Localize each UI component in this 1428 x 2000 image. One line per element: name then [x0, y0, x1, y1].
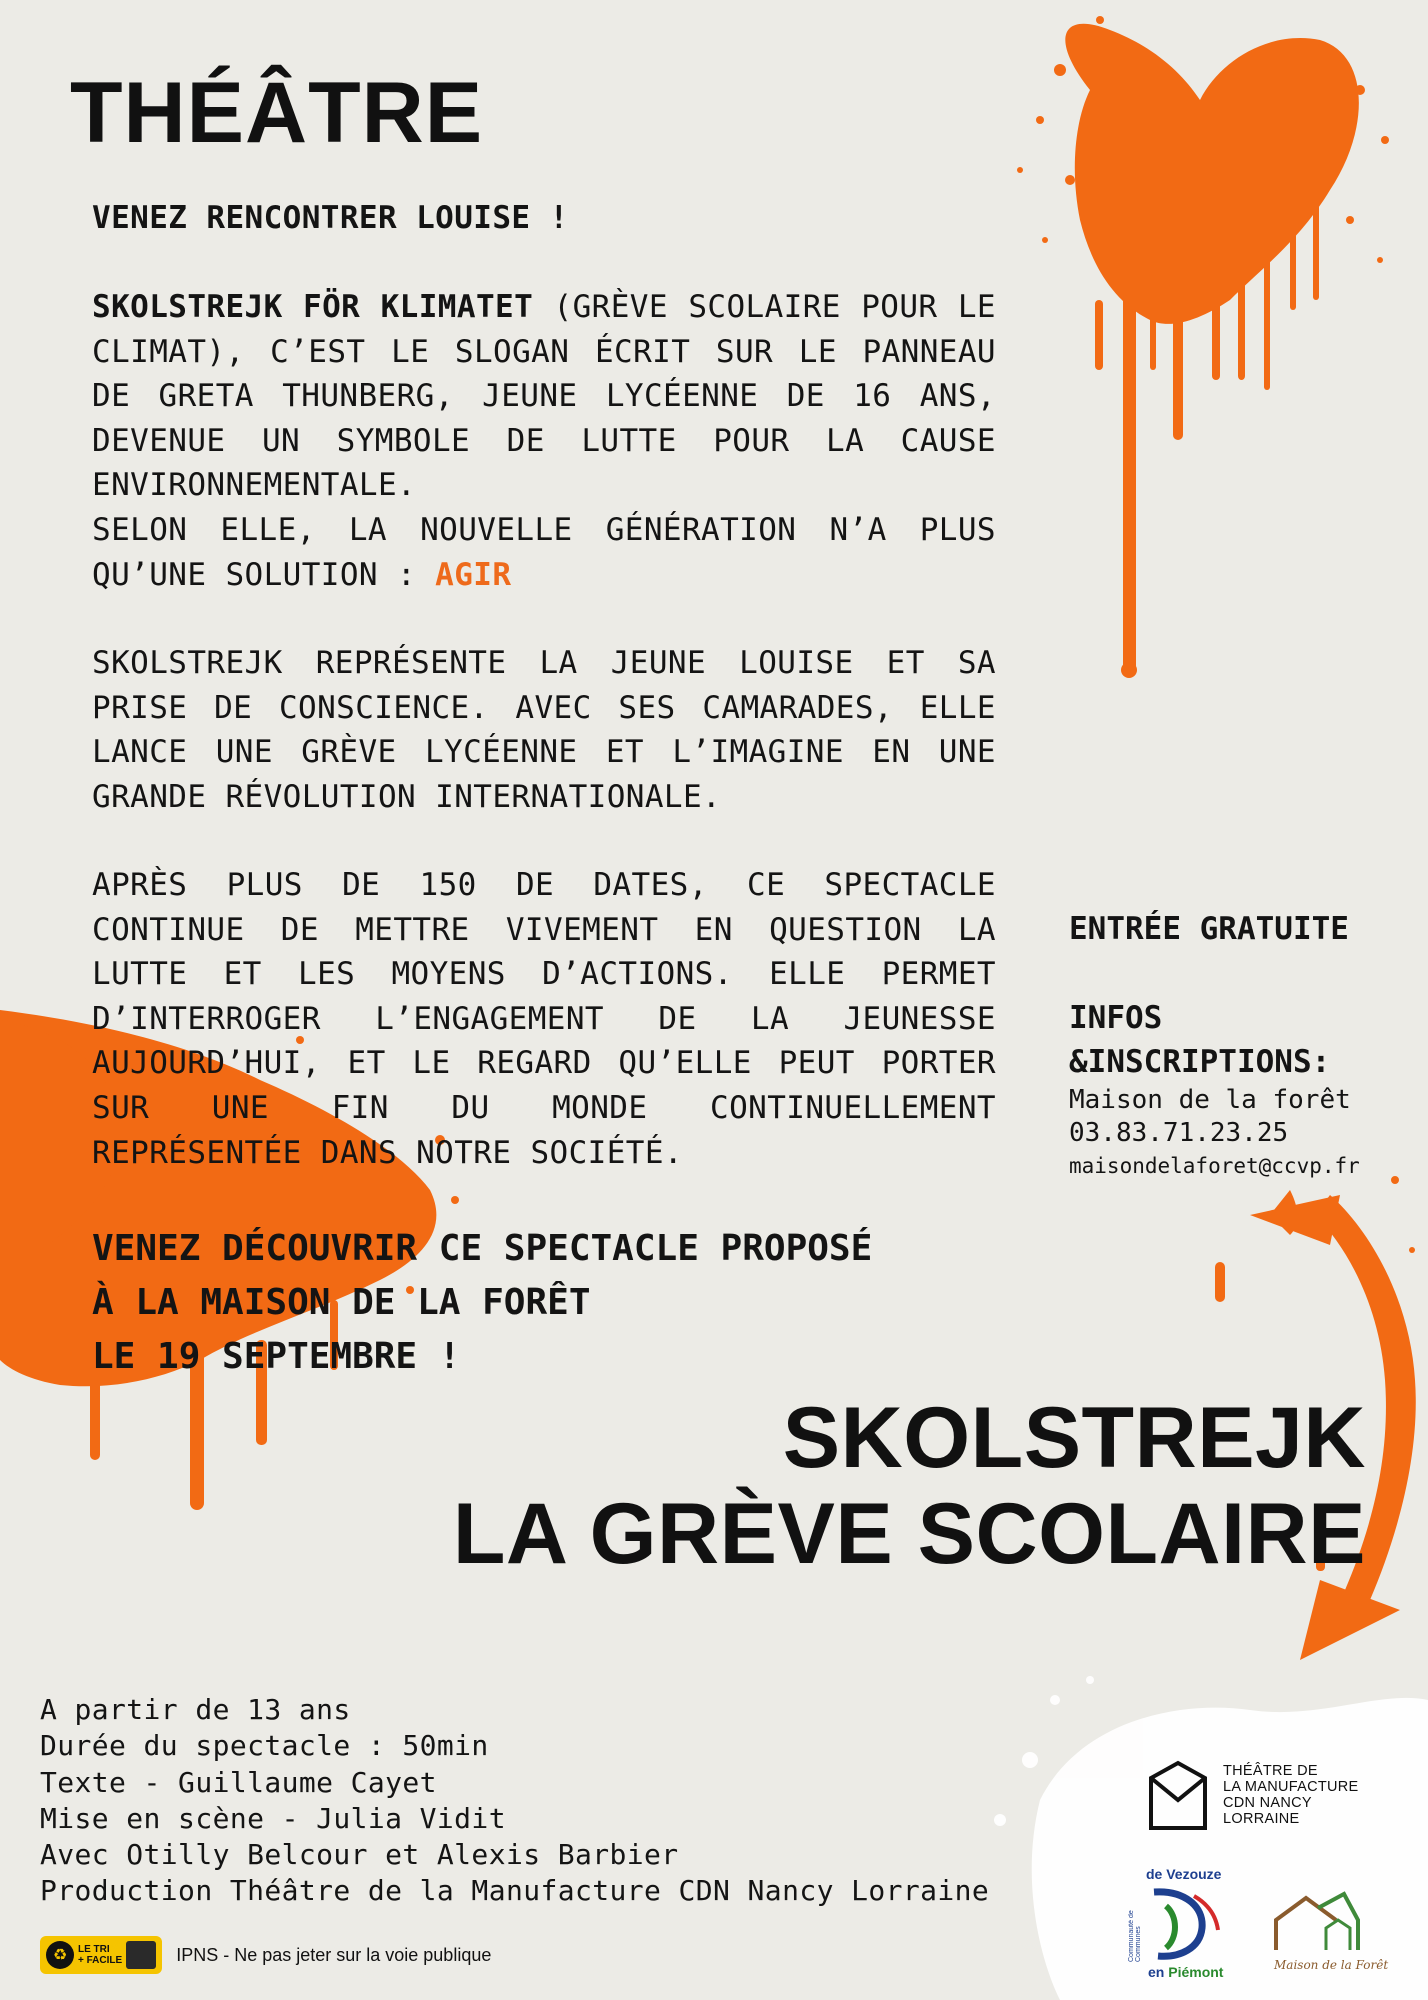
entry-info [1069, 907, 1414, 951]
maison-foret-house-icon [1266, 1890, 1366, 1956]
credit-line: Mise en scène - Julia Vidit [40, 1801, 506, 1835]
paragraph-3 [92, 863, 996, 1175]
paragraph-3-text: APRÈS PLUS DE 150 DE DATES, CE SPECTACLE CONTINUE DE METTRE VIVEMENT EN QUESTION LA LUTTE ET LES MOYENS D’ACTIONS. ELLE PERMET D’INTERROGER L’ENGAGEMENT DE LA JEUNESSE AUJOURD’HUI, ET LE REGARD QU’ELLE PEUT PORTER SUR UNE FIN DU MONDE CONTINUELLEMENT REPRÉSENTÉE DANS NOTRE SOCIÉTÉ. [92, 867, 996, 1171]
credit-line: Texte - Guillaume Cayet [40, 1765, 437, 1799]
maison-foret-logo [1266, 1890, 1389, 1980]
spray-heart-graffiti-icon [1017, 16, 1389, 678]
contact-place: Maison de la forêt [1069, 1085, 1351, 1115]
accent-word: AGIR [435, 556, 512, 593]
vezouze-bottom-word: Piémont [1168, 1964, 1224, 1980]
intro-text: VENEZ RENCONTRER LOUISE ! [92, 200, 569, 236]
contact-phone: 03.83.71.23.25 [1069, 1118, 1289, 1148]
manufacture-line: LORRAINE [1223, 1811, 1300, 1827]
contact-info [1069, 996, 1414, 1183]
cta-line: VENEZ DÉCOUVRIR CE SPECTACLE PROPOSÉ [92, 1228, 873, 1269]
show-title-line-1: SKOLSTREJK [782, 1390, 1366, 1486]
inscriptions-heading: &INSCRIPTIONS: [1069, 1044, 1331, 1080]
manufacture-logo-text [1223, 1763, 1359, 1827]
vezouze-bottom-text [1148, 1964, 1223, 1980]
footer-bar [40, 1930, 491, 1980]
recycle-info-icon: ♻ [46, 1941, 74, 1969]
vezouze-logo [1128, 1866, 1238, 1986]
vezouze-emblem-icon [1144, 1886, 1224, 1962]
paragraph-2 [92, 641, 996, 819]
credit-line: Production Théâtre de la Manufacture CDN Nancy Lorraine [40, 1874, 990, 1908]
manufacture-house-icon [1147, 1760, 1209, 1830]
vezouze-side-text: Communauté de Communes [1128, 1910, 1142, 1962]
paragraph-2-text: SKOLSTREJK REPRÉSENTE LA JEUNE LOUISE ET SA PRISE DE CONSCIENCE. AVEC SES CAMARADES, ELLE LANCE UNE GRÈVE LYCÉENNE ET L’IMAGINE EN UNE GRANDE RÉVOLUTION INTERNATIONALE. [92, 645, 996, 815]
paragraph-1 [92, 285, 996, 597]
show-title-line-2: LA GRÈVE SCOLAIRE [452, 1486, 1366, 1582]
recycle-line-1: LE TRI [78, 1944, 110, 1955]
ipns-notice: IPNS - Ne pas jeter sur la voie publique [176, 1944, 492, 1965]
paragraph-1-line2: SELON ELLE, LA NOUVELLE GÉNÉRATION N’A PLUS QU’UNE SOLUTION : [92, 511, 996, 593]
entry-free-label: ENTRÉE GRATUITE [1069, 911, 1349, 947]
slogan-text: SKOLSTREJK FÖR KLIMATET [92, 289, 534, 325]
vezouze-bottom-prefix: en [1148, 1964, 1169, 1980]
manufacture-logo [1147, 1760, 1359, 1830]
paragraph-1-text: (GRÈVE SCOLAIRE POUR LE CLIMAT), C’EST LE SLOGAN ÉCRIT SUR LE PANNEAU DE GRETA THUNBERG, JEUNE LYCÉENNE DE 16 ANS, DEVENUE UN SYMBOLE DE LUTTE POUR LA CAUSE ENVIRONNEMENTALE. [92, 289, 996, 504]
recycle-line-2: + FACILE [78, 1955, 123, 1966]
maison-foret-caption: Maison de la Forêt [1274, 1958, 1389, 1972]
vezouze-top-text: de Vezouze [1146, 1866, 1222, 1882]
call-to-action [92, 1222, 1012, 1384]
manufacture-line: CDN NANCY [1223, 1795, 1312, 1811]
credit-line: Durée du spectacle : 50min [40, 1729, 489, 1763]
cta-line: À LA MAISON DE LA FORÊT [92, 1282, 591, 1323]
credits [40, 1692, 989, 1910]
cta-line: LE 19 SEPTEMBRE ! [92, 1336, 461, 1377]
trash-bin-icon [126, 1941, 156, 1969]
intro-line [92, 196, 996, 241]
credit-line: Avec Otilly Belcour et Alexis Barbier [40, 1838, 679, 1872]
recycle-badge [40, 1936, 162, 1974]
recycle-badge-text [78, 1944, 122, 1966]
infos-heading: INFOS [1069, 1000, 1163, 1036]
credit-line: A partir de 13 ans [40, 1693, 351, 1726]
show-title [453, 1390, 1366, 1582]
contact-email[interactable]: maisondelaforet@ccvp.fr [1069, 1154, 1360, 1178]
category-heading: THÉÂTRE [70, 65, 484, 161]
manufacture-line: LA MANUFACTURE [1223, 1779, 1359, 1795]
manufacture-line: THÉÂTRE DE [1223, 1763, 1318, 1779]
